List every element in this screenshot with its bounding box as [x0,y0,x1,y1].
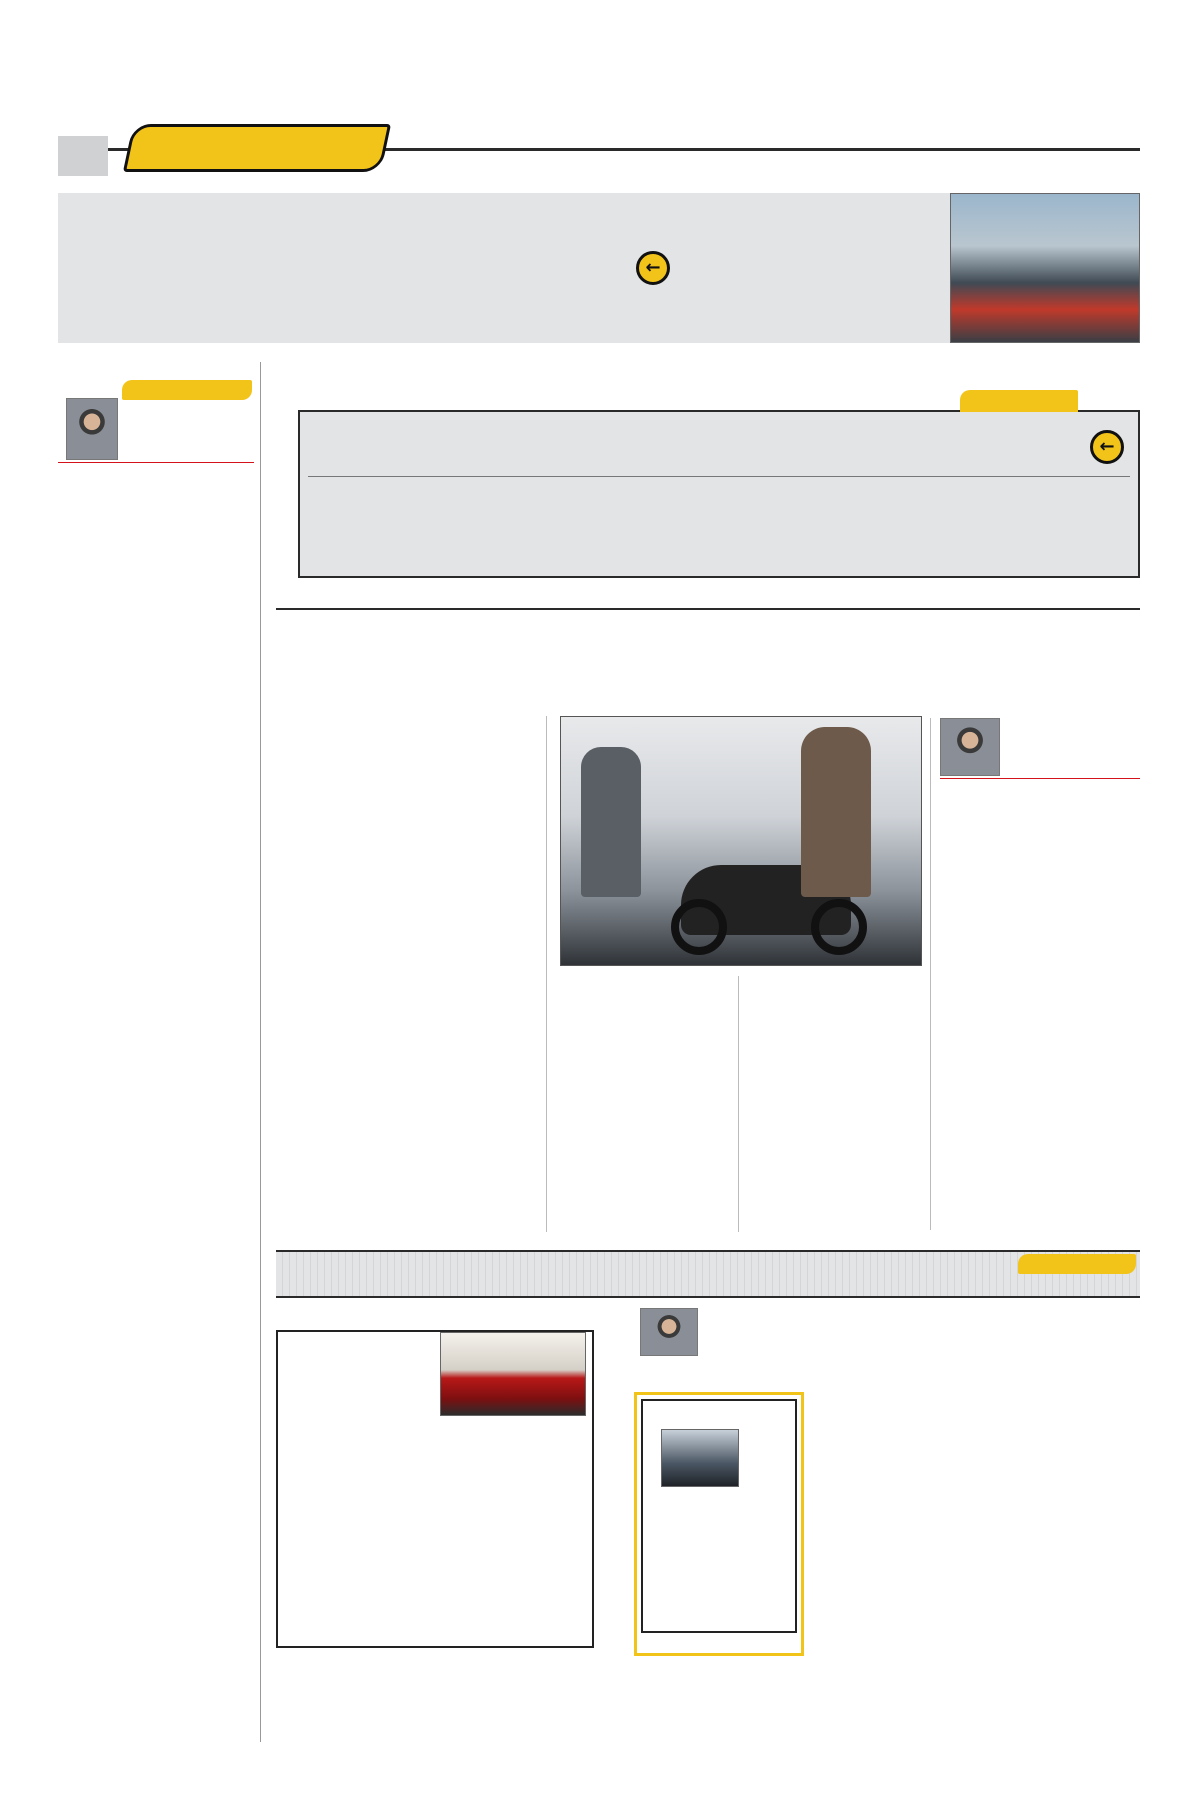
first-gear-column [58,370,254,1740]
crossword-main [276,1318,622,1658]
crossword-label [1018,1254,1136,1274]
main-col-left-1 [276,718,538,754]
news-col3 [310,484,572,570]
author-photo-nazarian [640,1308,698,1356]
author-email-hatami [940,778,1140,779]
page-number [58,136,108,176]
news-arrow-icon[interactable]: ← [1090,430,1124,464]
crossword-row-numbers [598,1330,618,1648]
first-gear-label [122,380,252,400]
main-col-right-2 [940,990,1140,1170]
first-gear-items [58,482,254,1732]
main-col-right-3 [940,1190,1140,1230]
down-clues [810,1490,1140,1656]
main-col-mid-2 [552,976,732,1232]
author-photo-hatami [940,718,1000,776]
motorcycle-showroom-photo [560,716,922,966]
across-clues [810,1328,1140,1468]
top-story-body-col1 [350,199,620,335]
top-story-body-col2 [66,199,328,335]
news-box [298,410,1140,578]
solution-frame [634,1392,804,1656]
main-col-left-2 [276,776,538,1232]
police-motorcycles-photo [950,193,1140,343]
crossword-car-photo [440,1332,586,1416]
news-col1 [866,484,1128,570]
main-col-mid-1 [744,976,924,1232]
page-header [0,108,1200,188]
crossword-header-band [276,1250,1140,1298]
author-email-zarandooz [58,462,254,463]
author-photo-zarandooz [66,398,118,460]
top-story-band [58,193,1140,343]
solution-car-photo [661,1429,739,1487]
top-story-arrow-icon[interactable]: ← [636,251,670,285]
section-logo [123,124,391,172]
main-col-right-1 [940,796,1140,986]
news-col2 [588,484,850,570]
news-label [960,390,1078,412]
